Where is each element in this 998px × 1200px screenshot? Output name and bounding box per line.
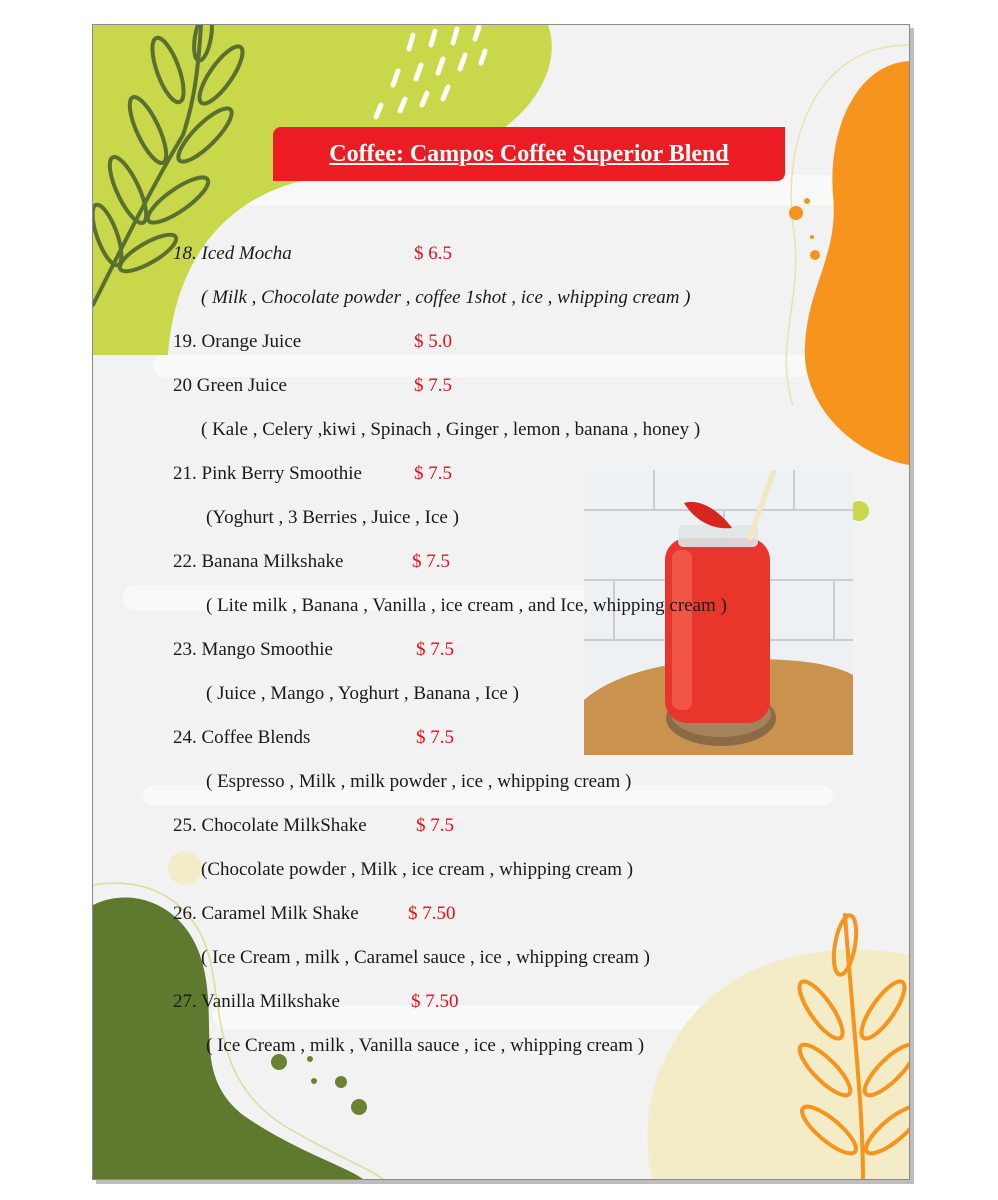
item-price-18: $ 6.5 [414,243,452,264]
item-desc-22: ( Lite milk , Banana , Vanilla , ice cream , and Ice, whipping cream ) [206,595,727,616]
item-price-27: $ 7.50 [411,991,459,1012]
item-price-20: $ 7.5 [414,375,452,396]
item-name-22: 22. Banana Milkshake [173,551,344,572]
item-desc-24: ( Espresso , Milk , milk powder , ice , whipping cream ) [206,771,632,792]
item-desc-26: ( Ice Cream , milk , Caramel sauce , ice , whipping cream ) [201,947,650,968]
item-name-23: 23. Mango Smoothie [173,639,333,660]
item-price-19: $ 5.0 [414,331,452,352]
item-desc-27: ( Ice Cream , milk , Vanilla sauce , ice , whipping cream ) [206,1035,645,1056]
item-desc-20: ( Kale , Celery ,kiwi , Spinach , Ginger , lemon , banana , honey ) [201,419,701,440]
item-desc-25: (Chocolate powder , Milk , ice cream , whipping cream ) [201,859,634,880]
cream-blob [647,950,909,1179]
item-desc-21: (Yoghurt , 3 Berries , Juice , Ice ) [206,507,459,528]
item-desc-23: ( Juice , Mango , Yoghurt , Banana , Ice ) [206,683,519,704]
item-desc-18: ( Milk , Chocolate powder , coffee 1shot , ice , whipping cream ) [201,287,691,308]
menu-page [92,24,910,1180]
item-price-22: $ 7.5 [412,551,450,572]
item-name-19: 19. Orange Juice [173,331,302,352]
item-name-20: 20 Green Juice [173,375,287,396]
orange-blob [805,61,909,465]
item-name-18: 18. Iced Mocha [173,243,292,264]
item-name-21: 21. Pink Berry Smoothie [173,463,362,484]
item-name-26: 26. Caramel Milk Shake [173,903,359,924]
dot-cluster-icon [271,1054,367,1115]
item-name-24: 24. Coffee Blends [173,727,311,748]
page-title: Coffee: Campos Coffee Superior Blend [329,140,729,167]
item-price-21: $ 7.5 [414,463,452,484]
item-name-25: 25. Chocolate MilkShake [173,815,367,836]
item-price-23: $ 7.5 [416,639,454,660]
item-name-27: 27. Vanilla Milkshake [173,991,340,1012]
item-price-24: $ 7.5 [416,727,454,748]
item-price-26: $ 7.50 [408,903,456,924]
title-banner [273,127,785,181]
item-price-25: $ 7.5 [416,815,454,836]
